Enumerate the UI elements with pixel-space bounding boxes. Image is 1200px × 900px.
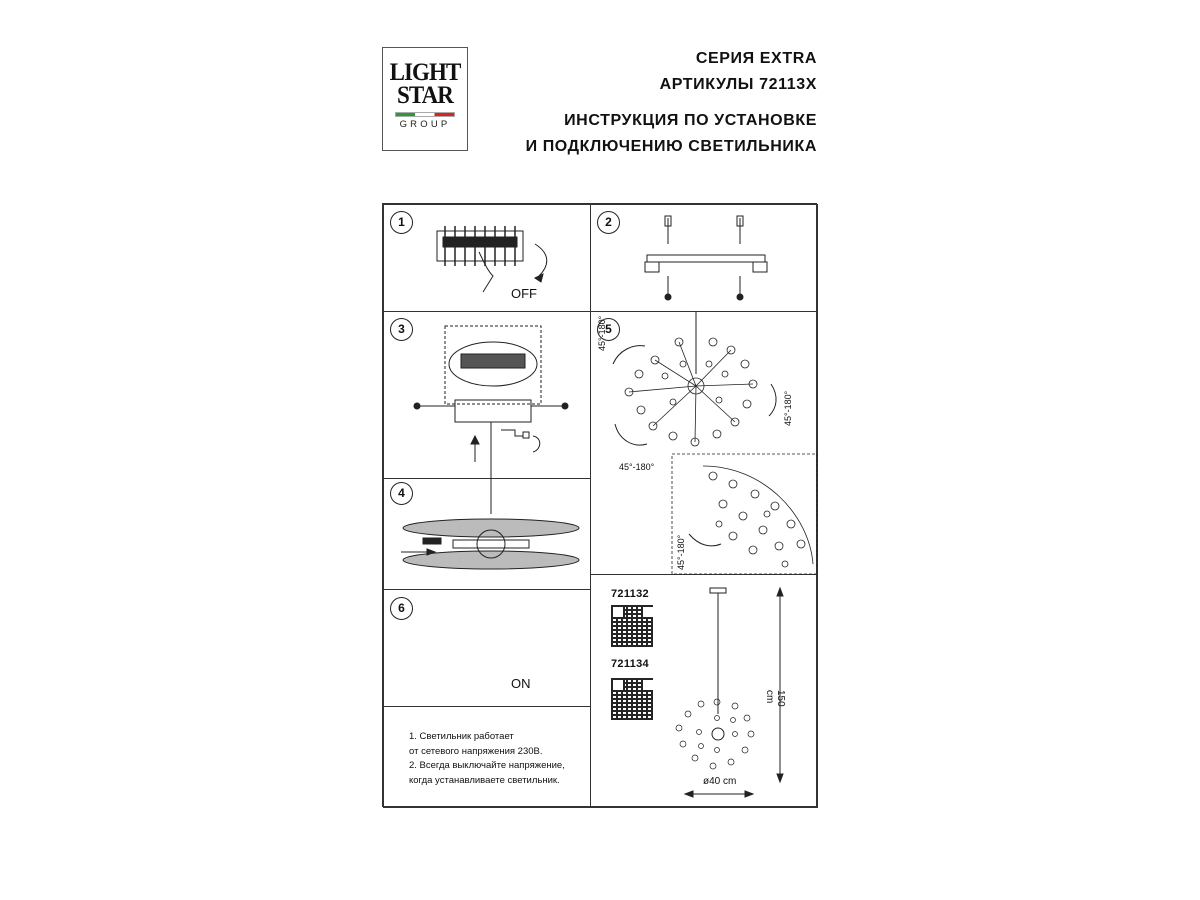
step-4-number: 4 [390,482,413,505]
instruction-grid [382,203,817,807]
note-line: 2. Всегда выключайте напряжение, [409,760,565,771]
italian-flag-stripe [395,112,455,117]
mounting-bracket-icon [645,216,767,300]
step-6-number: 6 [390,597,413,620]
rotate-arrow-icon [689,534,721,546]
instruction-title-line-2: И ПОДКЛЮЧЕНИЮ СВЕТИЛЬНИКА [525,138,817,155]
note-line: когда устанавливаете светильник. [409,774,560,786]
diameter-dimension: ø40 cm [703,776,737,787]
product-code-1: 721132 [611,588,649,600]
logo-line-3: GROUP [399,119,451,130]
instruction-title [526,108,817,160]
off-arrow-icon [535,244,547,276]
rotation-label-3: 45°-180° [783,390,793,426]
note-line: 1. Светильник работает [409,731,514,742]
step-3-number: 3 [390,318,413,341]
qr-code-icon [611,678,653,720]
logo-line-1: LIGHT [389,59,461,86]
step-1-number: 1 [390,211,413,234]
height-dimension: 150 cm [764,690,786,707]
step-5-number: 5 [597,318,620,341]
product-code-2: 721134 [611,658,649,670]
brand-logo [382,47,468,151]
rotation-label-2: 45°-180° [619,462,655,472]
step-2-number: 2 [597,211,620,234]
on-label: ON [511,676,531,691]
qr-code-icon [611,605,653,647]
logo-line-2: STAR [397,82,453,109]
rotate-arrow-icon [769,384,776,416]
notes-text [409,730,565,788]
rotate-arrow-icon [615,424,647,445]
rotate-arrow-icon [613,346,645,364]
wiring-box-icon [414,326,568,514]
chandelier-quarter-icon [672,454,817,574]
rotation-label-1: 45°-180° [597,315,607,351]
canopy-assembly-icon [401,519,579,569]
illustrations [383,204,818,808]
breaker-panel-icon [437,226,523,292]
series-block [660,46,817,98]
series-title: СЕРИЯ EXTRA [695,50,817,67]
rotation-label-4: 45°-180° [676,534,686,570]
chandelier-top-icon [625,338,757,446]
note-line: от сетевого напряжения 230В. [409,745,543,757]
instruction-title-line-1: ИНСТРУКЦИЯ ПО УСТАНОВКЕ [564,112,817,129]
off-label: OFF [511,286,537,301]
articles-title: АРТИКУЛЫ 72113X [659,76,817,93]
